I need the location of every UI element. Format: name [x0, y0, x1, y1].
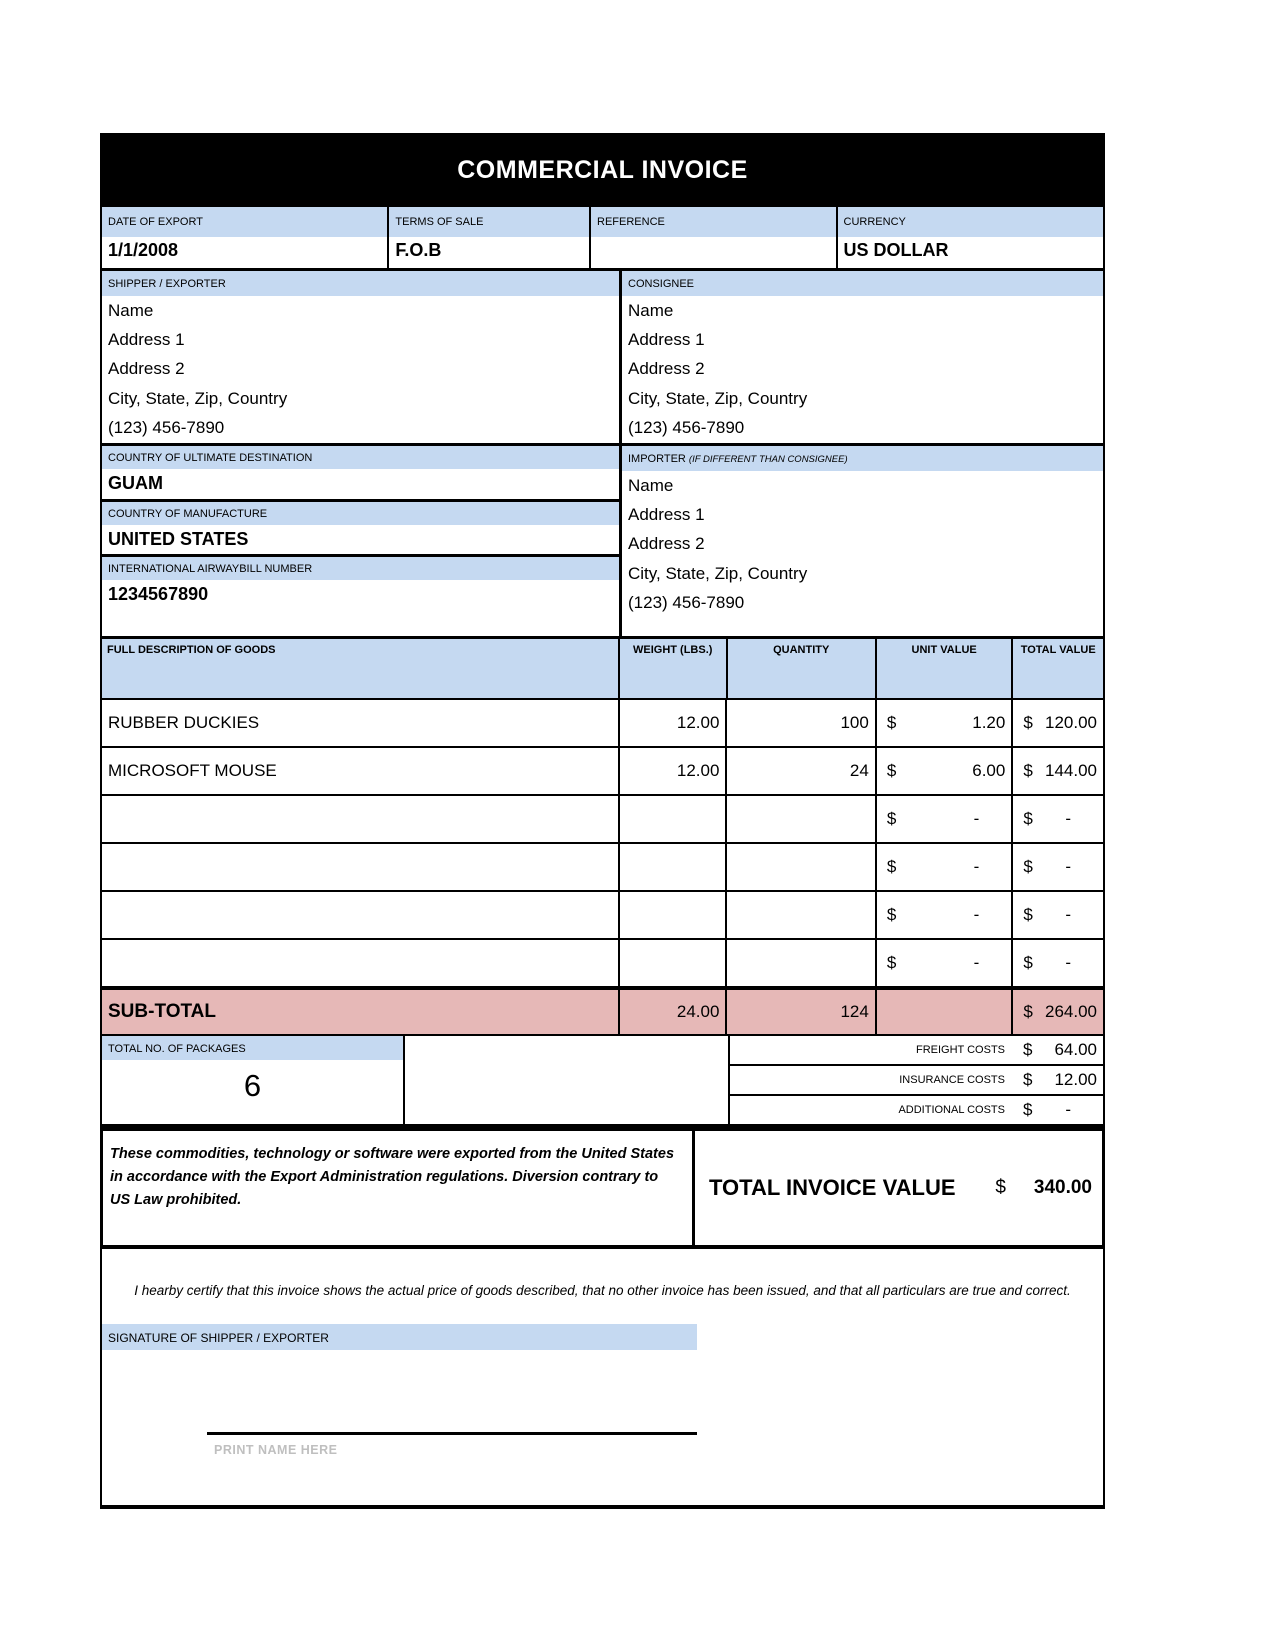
currency-symbol: $: [1023, 1069, 1033, 1089]
consignee-block: [622, 271, 1103, 443]
currency-symbol: $: [1023, 808, 1033, 828]
row-weight[interactable]: [620, 796, 728, 842]
additional-costs-row: [730, 1096, 1103, 1124]
consignee-name[interactable]: Name: [628, 300, 674, 320]
consignee-phone[interactable]: (123) 456-7890: [628, 418, 745, 438]
additional-costs-label: ADDITIONAL COSTS: [898, 1103, 1005, 1116]
export-statement: These commodities, technology or software were exported from the United States in accordance with the Export Administration regulations. Diversion contrary to US Law prohibited.: [100, 1128, 695, 1248]
shipper-header: SHIPPER / EXPORTER: [102, 271, 619, 296]
importer-header: [622, 446, 1103, 471]
reference-value[interactable]: [591, 237, 836, 268]
total-invoice-box: [695, 1128, 1105, 1248]
row-unit-value[interactable]: $ -: [877, 796, 1014, 842]
invoice-sheet: [100, 133, 1105, 1509]
currency-cell: [838, 207, 1103, 268]
row-unit-value[interactable]: $ 1.20: [877, 700, 1014, 746]
terms-of-sale-label: TERMS OF SALE: [389, 207, 589, 237]
insurance-costs-row: [730, 1066, 1103, 1096]
info-row: [100, 207, 1105, 271]
airwaybill-label: INTERNATIONAL AIRWAYBILL NUMBER: [102, 557, 619, 580]
importer-phone[interactable]: (123) 456-7890: [628, 593, 745, 613]
row-weight[interactable]: [620, 892, 728, 938]
row-description[interactable]: MICROSOFT MOUSE: [102, 748, 620, 794]
currency-symbol: $: [886, 952, 897, 972]
row-description[interactable]: [102, 940, 620, 986]
row-description[interactable]: RUBBER DUCKIES: [102, 700, 620, 746]
currency-symbol: $: [995, 1176, 1006, 1198]
table-row: [100, 700, 1105, 748]
print-name-placeholder: PRINT NAME HERE: [214, 1442, 338, 1457]
shipper-address1[interactable]: Address 1: [108, 330, 185, 350]
reference-cell: [591, 207, 838, 268]
subtotal-row: [100, 988, 1105, 1036]
total-invoice-label: TOTAL INVOICE VALUE: [709, 1174, 956, 1200]
airwaybill-value[interactable]: 1234567890: [108, 583, 209, 604]
row-weight[interactable]: 12.00: [620, 700, 728, 746]
shipper-phone[interactable]: (123) 456-7890: [108, 418, 225, 438]
manufacture-label: COUNTRY OF MANUFACTURE: [102, 502, 619, 525]
signature-line[interactable]: [207, 1432, 697, 1435]
insurance-costs-label: INSURANCE COSTS: [899, 1073, 1005, 1086]
table-row: [100, 844, 1105, 892]
currency-symbol: $: [1023, 856, 1033, 876]
importer-address1[interactable]: Address 1: [628, 505, 705, 525]
row-description[interactable]: [102, 892, 620, 938]
consignee-header: CONSIGNEE: [622, 271, 1103, 296]
importer-address2[interactable]: Address 2: [628, 534, 705, 554]
costs-block: [730, 1036, 1103, 1124]
table-row: [100, 748, 1105, 796]
table-row: [100, 796, 1105, 844]
currency-symbol: $: [886, 808, 897, 828]
row-quantity[interactable]: [727, 940, 876, 986]
freight-costs-row: [730, 1036, 1103, 1066]
currency-symbol: $: [1023, 1001, 1033, 1021]
subtotal-weight: 24.00: [620, 990, 728, 1034]
row-quantity[interactable]: 24: [727, 748, 876, 794]
spacer-cell: [405, 1036, 730, 1124]
packages-label: TOTAL NO. OF PACKAGES: [102, 1036, 403, 1060]
currency-symbol: $: [1023, 904, 1033, 924]
shipper-name[interactable]: Name: [108, 300, 154, 320]
destination-value[interactable]: GUAM: [102, 469, 619, 502]
currency-symbol: $: [886, 904, 897, 924]
packages-costs-section: [100, 1036, 1105, 1128]
row-unit-value[interactable]: $ -: [877, 892, 1014, 938]
table-row: [100, 892, 1105, 940]
freight-costs-label: FREIGHT COSTS: [915, 1043, 1005, 1056]
row-unit-value[interactable]: $ 6.00: [877, 748, 1014, 794]
certification-text: I hearby certify that this invoice shows the actual price of goods described, that no other invoice has been issued, and that all particulars are true and correct.: [134, 1282, 1071, 1298]
header-description: FULL DESCRIPTION OF GOODS: [102, 639, 620, 698]
manufacture-value[interactable]: UNITED STATES: [102, 525, 619, 557]
consignee-address2[interactable]: Address 2: [628, 359, 705, 379]
importer-label: IMPORTER: [628, 452, 686, 465]
subtotal-unit-value: [877, 990, 1014, 1034]
row-weight[interactable]: [620, 844, 728, 890]
importer-city[interactable]: City, State, Zip, Country: [628, 563, 808, 583]
row-unit-value[interactable]: $ -: [877, 844, 1014, 890]
shipper-block: [102, 271, 622, 443]
address-section: [100, 271, 1105, 446]
subtotal-label: SUB-TOTAL: [102, 990, 620, 1034]
date-of-export-value[interactable]: 1/1/2008: [108, 240, 179, 260]
reference-label: REFERENCE: [591, 207, 836, 237]
currency-label: CURRENCY: [838, 207, 1103, 237]
table-row: [100, 940, 1105, 988]
row-weight[interactable]: 12.00: [620, 748, 728, 794]
importer-name[interactable]: Name: [628, 475, 674, 495]
row-description[interactable]: [102, 796, 620, 842]
currency-symbol: $: [886, 712, 897, 732]
currency-symbol: $: [886, 856, 897, 876]
shipper-address2[interactable]: Address 2: [108, 359, 185, 379]
currency-value[interactable]: US DOLLAR: [843, 240, 949, 260]
header-total-value: TOTAL VALUE: [1020, 643, 1096, 656]
total-invoice-value: 340.00: [1033, 1176, 1092, 1198]
export-details-block: [102, 446, 622, 636]
currency-symbol: $: [886, 760, 897, 780]
consignee-address1[interactable]: Address 1: [628, 330, 705, 350]
row-total-value[interactable]: $ 144.00: [1023, 760, 1098, 780]
currency-symbol: $: [1023, 712, 1033, 732]
invoice-title: COMMERCIAL INVOICE: [100, 133, 1105, 207]
row-total-value[interactable]: $ 120.00: [1023, 712, 1098, 732]
terms-of-sale-value[interactable]: F.O.B: [395, 240, 442, 260]
statement-section: [100, 1128, 1105, 1248]
packages-block: [102, 1036, 405, 1124]
row-quantity[interactable]: 100: [727, 700, 876, 746]
currency-symbol: $: [1023, 760, 1033, 780]
row-description[interactable]: [102, 844, 620, 890]
row-unit-value[interactable]: $ -: [877, 940, 1014, 986]
packages-value[interactable]: 6: [243, 1067, 262, 1103]
header-quantity: QUANTITY: [728, 639, 877, 698]
importer-block: [622, 446, 1103, 636]
currency-symbol: $: [1023, 1099, 1033, 1119]
insurance-costs-value[interactable]: $ 12.00: [1023, 1069, 1097, 1089]
currency-symbol: $: [1023, 1039, 1033, 1059]
row-total-value[interactable]: $ -: [1023, 856, 1072, 876]
row-total-value[interactable]: $ -: [1023, 808, 1072, 828]
row-total-value[interactable]: $ -: [1023, 952, 1072, 972]
freight-costs-value[interactable]: $ 64.00: [1023, 1039, 1097, 1059]
subtotal-quantity: 124: [727, 990, 876, 1034]
mid-section: [100, 446, 1105, 639]
destination-label: COUNTRY OF ULTIMATE DESTINATION: [102, 446, 619, 469]
row-quantity[interactable]: [727, 844, 876, 890]
consignee-city[interactable]: City, State, Zip, Country: [628, 388, 808, 408]
header-unit-value: UNIT VALUE: [877, 639, 1013, 698]
signature-section: [100, 1248, 1105, 1509]
date-of-export-label: DATE OF EXPORT: [102, 207, 387, 237]
additional-costs-value[interactable]: $ -: [1023, 1099, 1071, 1119]
terms-of-sale-cell: [389, 207, 591, 268]
currency-symbol: $: [1023, 952, 1033, 972]
header-weight: WEIGHT (LBS.): [620, 639, 728, 698]
date-of-export-cell: [102, 207, 389, 268]
row-weight[interactable]: [620, 940, 728, 986]
row-total-value[interactable]: $ -: [1023, 904, 1072, 924]
signature-label: SIGNATURE OF SHIPPER / EXPORTER: [102, 1324, 697, 1350]
shipper-city[interactable]: City, State, Zip, Country: [108, 388, 288, 408]
subtotal-total-value: $ 264.00: [1023, 1001, 1098, 1021]
row-quantity[interactable]: [727, 796, 876, 842]
goods-table-header: [100, 639, 1105, 700]
row-quantity[interactable]: [727, 892, 876, 938]
importer-label-note: (IF DIFFERENT THAN CONSIGNEE): [688, 453, 848, 465]
